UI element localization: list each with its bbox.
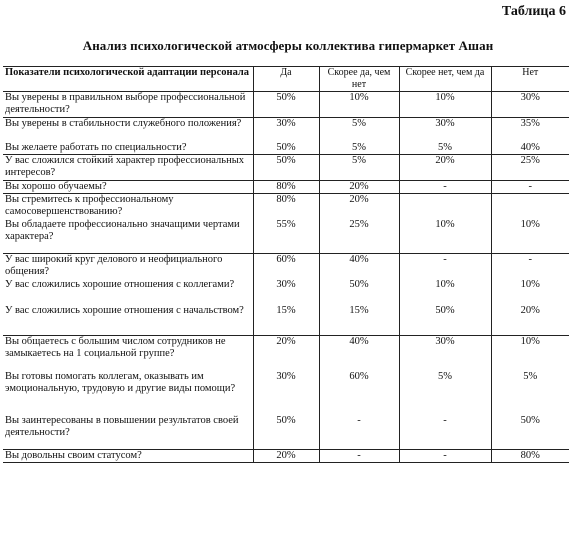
rather-yes-cell: 40% <box>319 335 399 371</box>
table-row <box>3 415 569 449</box>
no-cell <box>491 193 569 219</box>
psychological-climate-table <box>3 66 569 463</box>
question-cell: Вы желаете работать по специальности? <box>5 141 187 153</box>
table-row <box>3 118 569 142</box>
table-row <box>3 449 569 462</box>
no-cell: 50% <box>491 415 569 449</box>
rather-no-cell: 20% <box>399 154 491 180</box>
question-cell: У вас сложился стойкий характер профессиональных интересов? <box>5 154 245 178</box>
rather-no-cell <box>399 193 491 219</box>
table-row <box>3 219 569 253</box>
rather-yes-cell: 50% <box>319 279 399 305</box>
no-cell: 10% <box>491 219 569 253</box>
rather-no-cell: 10% <box>399 92 491 118</box>
rather-no-cell: - <box>399 415 491 449</box>
rather-yes-cell: 40% <box>319 253 399 279</box>
rather-no-cell: 30% <box>399 118 491 142</box>
question-cell: Вы уверены в стабильности служебного положения? <box>5 118 242 129</box>
table-row <box>3 193 569 219</box>
rather-no-cell: 10% <box>399 219 491 253</box>
question-cell: Вы довольны своим статусом? <box>5 449 142 461</box>
rather-yes-cell: - <box>319 415 399 449</box>
yes-cell: 55% <box>253 219 319 253</box>
table-number-label: Таблица 6 <box>501 4 566 19</box>
yes-cell: 50% <box>253 415 319 449</box>
question-cell: У вас сложились хорошие отношения с начальством? <box>5 305 244 316</box>
rather-no-cell: - <box>399 180 491 193</box>
yes-cell: 80% <box>253 180 319 193</box>
header-yes: Да <box>253 67 319 92</box>
rather-yes-cell: 5% <box>319 154 399 180</box>
yes-cell: 15% <box>253 305 319 335</box>
table-body <box>3 92 569 463</box>
no-cell: - <box>491 180 569 193</box>
rather-no-cell: 10% <box>399 279 491 305</box>
no-cell: 20% <box>491 305 569 335</box>
yes-cell: 30% <box>253 118 319 142</box>
rather-yes-cell: 25% <box>319 219 399 253</box>
yes-cell: 50% <box>253 142 319 155</box>
yes-cell: 20% <box>253 335 319 371</box>
no-cell: 40% <box>491 142 569 155</box>
no-cell: 80% <box>491 449 569 462</box>
no-cell: - <box>491 253 569 279</box>
rather-yes-cell: 20% <box>319 193 399 219</box>
yes-cell: 30% <box>253 279 319 305</box>
no-cell: 10% <box>491 279 569 305</box>
question-cell: Вы готовы помогать коллегам, оказывать им эмоциональную, трудовую и другие виды помощи? <box>5 371 236 394</box>
rather-no-cell: 5% <box>399 142 491 155</box>
question-cell: У вас сложились хорошие отношения с коллегами? <box>5 279 235 290</box>
no-cell: 10% <box>491 335 569 371</box>
no-cell: 5% <box>491 371 569 415</box>
header-rather-no: Скорее нет, чем да <box>399 67 491 92</box>
rather-yes-cell: 20% <box>319 180 399 193</box>
rather-yes-cell: - <box>319 449 399 462</box>
header-rather-yes: Скорее да, чем нет <box>319 67 399 92</box>
no-cell: 35% <box>491 118 569 142</box>
rather-yes-cell: 5% <box>319 142 399 155</box>
question-cell: Вы обладаете профессионально значащими чертами характера? <box>5 219 240 242</box>
no-cell: 25% <box>491 154 569 180</box>
yes-cell: 20% <box>253 449 319 462</box>
rather-yes-cell: 15% <box>319 305 399 335</box>
yes-cell: 50% <box>253 92 319 118</box>
rather-yes-cell: 10% <box>319 92 399 118</box>
rather-yes-cell: 5% <box>319 118 399 142</box>
table-header-row <box>3 67 569 92</box>
question-cell: Вы уверены в правильном выборе профессиональной деятельности? <box>5 92 246 115</box>
table-row <box>3 180 569 193</box>
header-indicator: Показатели психологической адаптации персонала <box>5 67 250 78</box>
table-row <box>3 371 569 415</box>
table-row <box>3 92 569 118</box>
question-cell: Вы стремитесь к профессиональному самосовершенствованию? <box>5 193 174 217</box>
yes-cell: 80% <box>253 193 319 219</box>
yes-cell: 50% <box>253 154 319 180</box>
table-row <box>3 154 569 180</box>
table-row <box>3 142 569 155</box>
no-cell: 30% <box>491 92 569 118</box>
table-row <box>3 335 569 371</box>
yes-cell: 30% <box>253 371 319 415</box>
rather-no-cell: 50% <box>399 305 491 335</box>
question-cell: Вы хорошо обучаемы? <box>5 180 107 192</box>
question-cell: У вас широкий круг делового и неофициального общения? <box>5 253 223 277</box>
rather-no-cell: 30% <box>399 335 491 371</box>
yes-cell: 60% <box>253 253 319 279</box>
question-cell: Вы заинтересованы в повышении результатов своей деятельности? <box>5 415 239 438</box>
table-row <box>3 253 569 279</box>
table-title: Анализ психологической атмосферы коллектива гипермаркет Ашан <box>82 38 494 53</box>
rather-no-cell: 5% <box>399 371 491 415</box>
rather-yes-cell: 60% <box>319 371 399 415</box>
question-cell: Вы общаетесь с большим числом сотрудников не замыкаетесь на 1 социальной группе? <box>5 335 226 359</box>
table-row <box>3 305 569 335</box>
rather-no-cell: - <box>399 449 491 462</box>
table-row <box>3 279 569 305</box>
rather-no-cell: - <box>399 253 491 279</box>
header-no: Нет <box>491 67 569 92</box>
